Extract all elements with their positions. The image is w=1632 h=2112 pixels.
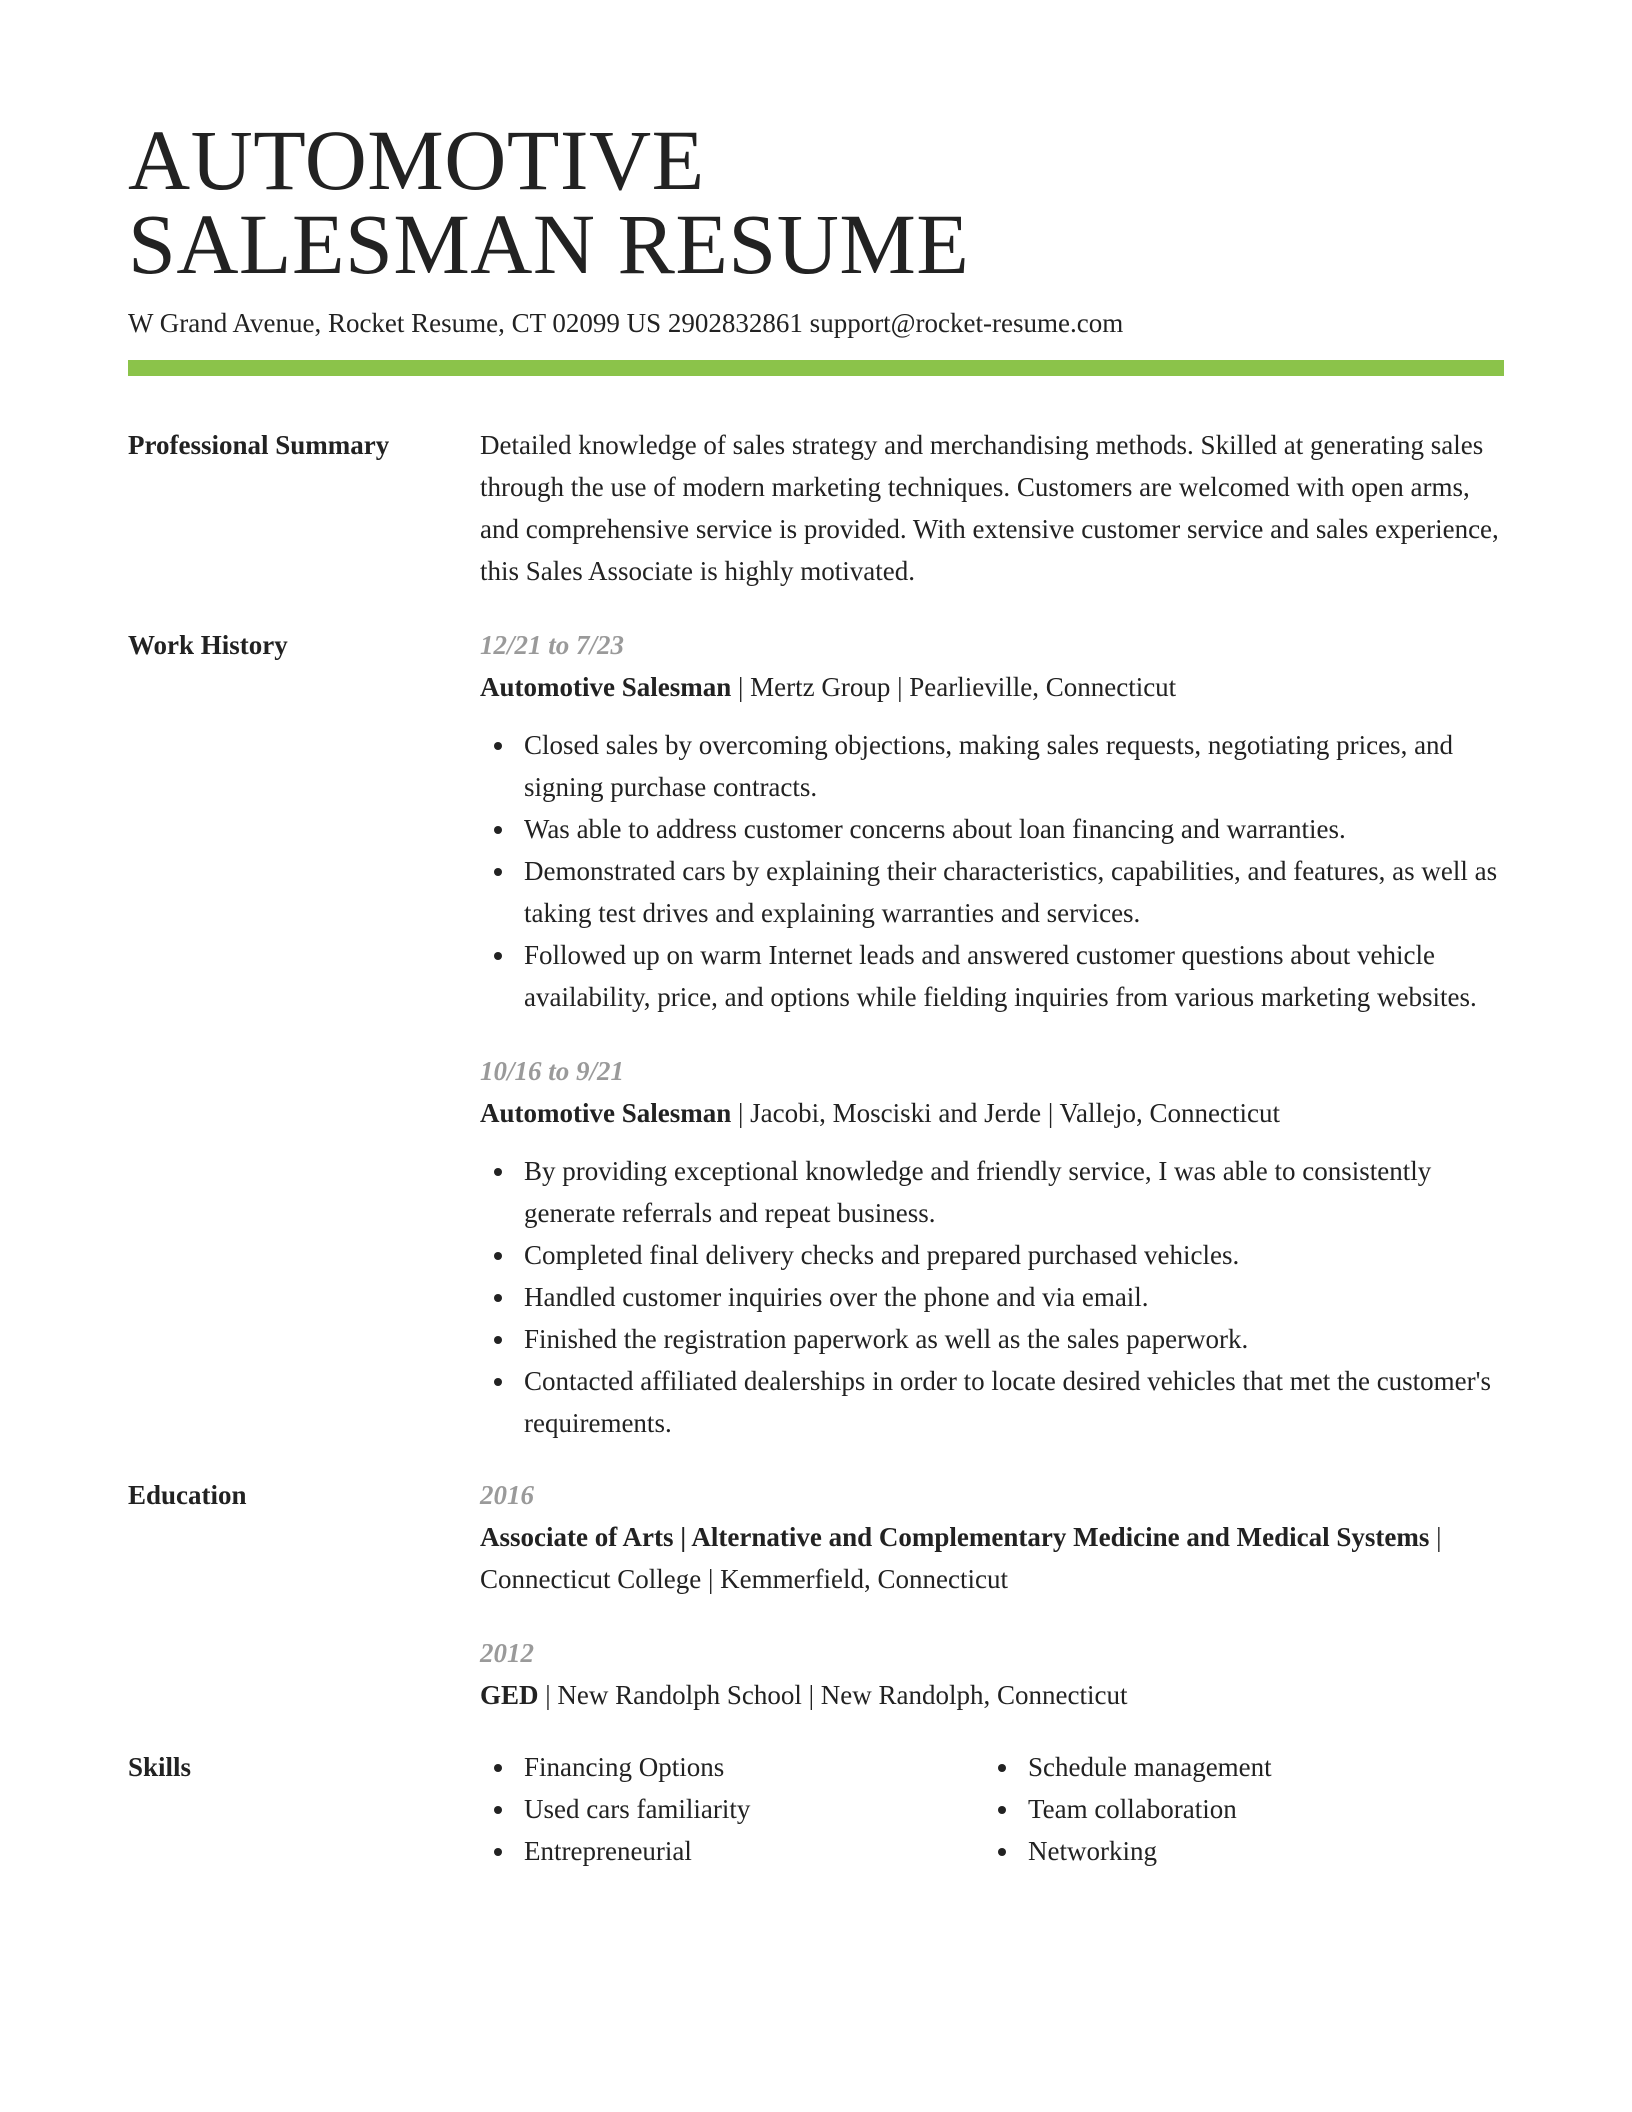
education-year: 2016 xyxy=(480,1480,534,1510)
education-entry xyxy=(480,1474,1504,1600)
section-label-education: Education xyxy=(128,1480,247,1510)
job-bullet: Contacted affiliated dealerships in order to locate desired vehicles that met the customer's requirements. xyxy=(524,1360,1504,1444)
skills-list-right xyxy=(984,1746,1488,1872)
accent-divider xyxy=(128,360,1504,376)
education-heading xyxy=(480,1516,1504,1600)
education-details: | Connecticut College | Kemmerfield, Connecticut xyxy=(480,1522,1442,1594)
section-label-skills: Skills xyxy=(128,1752,192,1782)
skill-item: Team collaboration xyxy=(1028,1788,1488,1830)
job-bullet: Finished the registration paperwork as well as the sales paperwork. xyxy=(524,1318,1504,1360)
skill-item: Used cars familiarity xyxy=(524,1788,984,1830)
job-dates: 10/16 to 9/21 xyxy=(480,1056,625,1086)
skill-item: Networking xyxy=(1028,1830,1488,1872)
job-bullets xyxy=(480,1150,1504,1444)
education-section xyxy=(128,1474,1504,1716)
job-heading xyxy=(480,1092,1504,1134)
summary-text: Detailed knowledge of sales strategy and merchandising methods. Skilled at generating sales through the use of modern marketing techniques. Customers are welcomed with open arms, and comprehensive service is provided. With extensive customer service and sales experience, this Sales Associate is highly motivated. xyxy=(480,430,1499,586)
skill-item: Financing Options xyxy=(524,1746,984,1788)
section-label-work-history: Work History xyxy=(128,630,288,660)
work-history-section xyxy=(128,624,1504,1444)
job-details: | Mertz Group | Pearlieville, Connecticut xyxy=(731,672,1177,702)
education-heading xyxy=(480,1674,1504,1716)
skills-section xyxy=(128,1746,1504,1872)
job-bullet: Demonstrated cars by explaining their characteristics, capabilities, and features, as well as taking test drives and explaining warranties and services. xyxy=(524,850,1504,934)
resume-title xyxy=(128,112,1504,292)
contact-info: W Grand Avenue, Rocket Resume, CT 02099 US 2902832861 support@rocket-resume.com xyxy=(128,308,1124,338)
job-title: Automotive Salesman xyxy=(480,672,732,702)
title-line-2: SALESMAN RESUME xyxy=(128,196,970,292)
job-entry xyxy=(480,624,1504,1018)
job-heading xyxy=(480,666,1504,708)
job-bullet: By providing exceptional knowledge and friendly service, I was able to consistently generate referrals and repeat business. xyxy=(524,1150,1504,1234)
job-entry xyxy=(480,1050,1504,1444)
education-details: | New Randolph School | New Randolph, Connecticut xyxy=(538,1680,1128,1710)
education-year: 2012 xyxy=(480,1638,534,1668)
job-bullet: Was able to address customer concerns about loan financing and warranties. xyxy=(524,808,1504,850)
job-bullets xyxy=(480,724,1504,1018)
job-bullet: Completed final delivery checks and prepared purchased vehicles. xyxy=(524,1234,1504,1276)
work-history-content xyxy=(480,624,1504,1444)
section-label-summary: Professional Summary xyxy=(128,430,390,460)
job-bullet: Closed sales by overcoming objections, making sales requests, negotiating prices, and signing purchase contracts. xyxy=(524,724,1504,808)
education-content xyxy=(480,1474,1504,1716)
job-details: | Jacobi, Mosciski and Jerde | Vallejo, Connecticut xyxy=(731,1098,1280,1128)
skill-item: Entrepreneurial xyxy=(524,1830,984,1872)
job-dates: 12/21 to 7/23 xyxy=(480,630,625,660)
job-bullet: Handled customer inquiries over the phone and via email. xyxy=(524,1276,1504,1318)
title-line-1: AUTOMOTIVE xyxy=(128,112,705,208)
education-degree: GED xyxy=(480,1680,539,1710)
summary-section xyxy=(128,424,1504,592)
skills-grid xyxy=(480,1746,1504,1872)
skills-list-left xyxy=(480,1746,984,1872)
education-degree: Associate of Arts | Alternative and Complementary Medicine and Medical Systems xyxy=(480,1522,1430,1552)
skill-item: Schedule management xyxy=(1028,1746,1488,1788)
job-bullet: Followed up on warm Internet leads and answered customer questions about vehicle availability, price, and options while fielding inquiries from various marketing websites. xyxy=(524,934,1504,1018)
job-title: Automotive Salesman xyxy=(480,1098,732,1128)
education-entry xyxy=(480,1632,1504,1716)
